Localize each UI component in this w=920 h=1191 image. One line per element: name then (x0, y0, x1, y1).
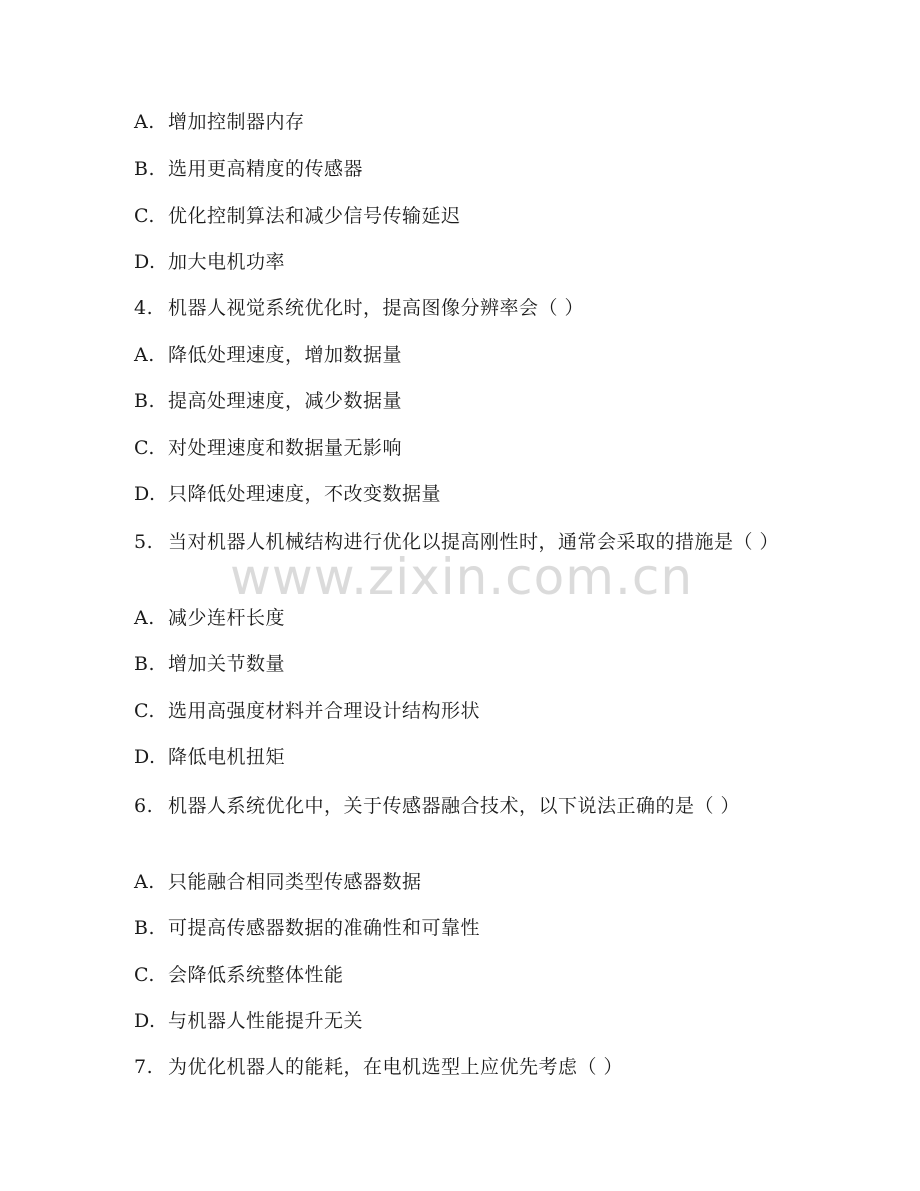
question-7: 7. 为优化机器人的能耗，在电机选型上应优先考虑（ ） (134, 1056, 624, 1078)
question-4: 4. 机器人视觉系统优化时，提高图像分辨率会（ ） (134, 297, 585, 319)
option-d: D. 加大电机功率 (134, 251, 286, 273)
option-b: B. 选用更高精度的传感器 (134, 158, 364, 180)
option-a: A. 增加控制器内存 (134, 111, 305, 133)
option-c: C. 对处理速度和数据量无影响 (134, 437, 403, 459)
option-c: C. 选用高强度材料并合理设计结构形状 (134, 700, 481, 722)
option-c: C. 会降低系统整体性能 (134, 964, 344, 986)
question-6: 6. 机器人系统优化中，关于传感器融合技术，以下说法正确的是（ ） (134, 795, 741, 817)
option-a: A. 只能融合相同类型传感器数据 (134, 871, 422, 893)
option-b: B. 增加关节数量 (134, 653, 286, 675)
watermark: www.zixin.com.cn (230, 548, 694, 606)
option-a: A. 减少连杆长度 (134, 607, 286, 629)
option-b: B. 提高处理速度，减少数据量 (134, 390, 403, 412)
option-b: B. 可提高传感器数据的准确性和可靠性 (134, 917, 481, 939)
question-5: 5. 当对机器人机械结构进行优化以提高刚性时，通常会采取的措施是（ ） (134, 531, 780, 553)
option-d: D. 只降低处理速度，不改变数据量 (134, 483, 442, 505)
option-d: D. 降低电机扭矩 (134, 746, 286, 768)
option-d: D. 与机器人性能提升无关 (134, 1010, 364, 1032)
option-c: C. 优化控制算法和减少信号传输延迟 (134, 205, 461, 227)
option-a: A. 降低处理速度，增加数据量 (134, 344, 403, 366)
